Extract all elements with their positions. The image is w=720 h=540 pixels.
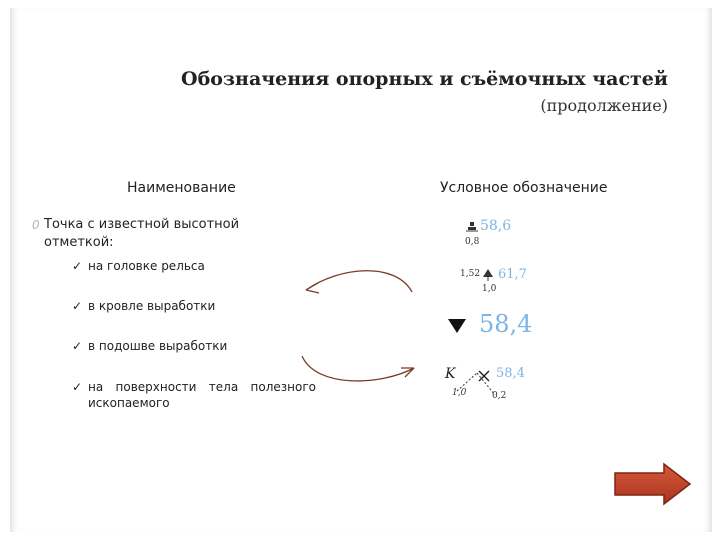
list-item-label: в кровле выработки	[88, 299, 216, 313]
symbol-sub-value: 0,8	[465, 237, 480, 247]
symbol-mineral-body	[445, 366, 540, 402]
right-arrow-icon	[612, 462, 692, 506]
symbol-letter: K	[445, 366, 456, 382]
symbol-sub-value: 1,0	[482, 284, 497, 294]
symbol-value: 58,4	[479, 310, 533, 338]
symbol-value: 58,4	[496, 366, 525, 381]
list-item-label: на поверхности тела полезного ископаемого	[88, 380, 316, 410]
downward-triangle-icon	[447, 318, 467, 334]
symbol-rail-head	[463, 218, 533, 252]
bullet-marker: 0	[32, 218, 40, 232]
symbol-sub-value: 0,2	[492, 391, 507, 401]
slide-title: Обозначения опорных и съёмочных частей	[181, 68, 668, 90]
checkmark-icon: ✓	[72, 299, 83, 313]
list-item-label: в подошве выработки	[88, 339, 228, 353]
checkmark-icon: ✓	[72, 380, 83, 394]
symbol-roof	[460, 266, 540, 298]
symbol-value: 58,6	[480, 218, 512, 234]
symbol-small-value: 1,0	[452, 388, 467, 398]
column-header-symbol: Условное обозначение	[440, 180, 608, 196]
list-item	[72, 379, 316, 411]
slide-subtitle: (продолжение)	[540, 96, 668, 115]
symbol-value: 61,7	[498, 267, 527, 282]
column-header-name: Наименование	[127, 180, 236, 196]
main-bullet-text: Точка с известной высотной отметкой:	[44, 217, 240, 250]
list-item	[72, 258, 205, 274]
main-bullet	[32, 216, 282, 252]
checkmark-icon: ✓	[72, 259, 83, 273]
symbol-left-value: 1,52	[460, 269, 481, 279]
list-item-label: на головке рельса	[88, 259, 205, 273]
point-marker-icon	[465, 221, 479, 235]
checkmark-icon: ✓	[72, 339, 83, 353]
next-slide-button[interactable]	[612, 462, 692, 506]
list-item	[72, 338, 227, 354]
roof-marker-icon	[481, 268, 495, 282]
list-item	[72, 298, 215, 314]
symbol-floor	[447, 310, 537, 342]
